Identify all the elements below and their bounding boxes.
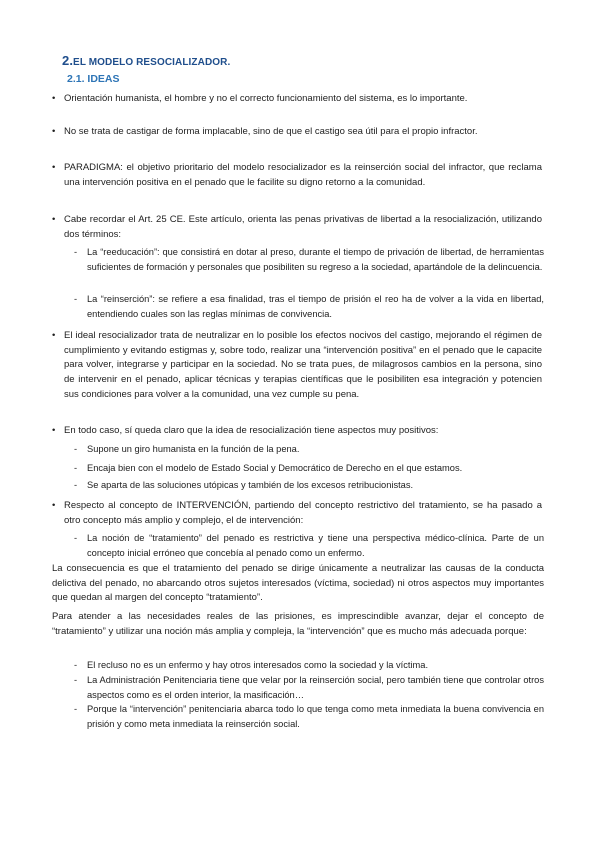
sub-item-text: Porque la “intervención” penitenciaria abarca todo lo que tenga como meta inmediata la buena convivencia en prisión y como meta inmediata la reinserción social. bbox=[87, 704, 544, 729]
dash-mark: - bbox=[74, 480, 78, 490]
bullet-item bbox=[52, 125, 542, 140]
sub-item-text: La “reinserción”: se refiere a esa finalidad, tras el tiempo de prisión el reo ha de volver a la vida en libertad, entendiendo cuales son las reglas mínimas de convivencia. bbox=[87, 294, 544, 319]
bullet-item bbox=[52, 424, 542, 439]
bullet-mark: • bbox=[52, 126, 56, 137]
section-number: 2. bbox=[62, 53, 74, 68]
bullet-item bbox=[52, 329, 542, 403]
sub-item bbox=[74, 702, 544, 731]
bullet-text: No se trata de castigar de forma implacable, sino de que el castigo sea útil para el propio infractor. bbox=[64, 126, 478, 137]
bullet-text: Cabe recordar el Art. 25 CE. Este artículo, orienta las penas privativas de libertad a la resocialización, utilizando dos términos: bbox=[64, 214, 542, 240]
sub-item bbox=[74, 658, 544, 673]
dash-mark: - bbox=[74, 704, 78, 714]
section-title: EL MODELO RESOCIALIZADOR. bbox=[73, 57, 231, 68]
bullet-mark: • bbox=[52, 93, 56, 104]
bullet-mark: • bbox=[52, 425, 56, 436]
section-heading bbox=[62, 53, 230, 68]
sub-item-text: Encaja bien con el modelo de Estado Social y Democrático de Derecho en el que estamos. bbox=[87, 463, 463, 473]
bullet-item bbox=[52, 499, 542, 528]
dash-mark: - bbox=[74, 247, 78, 257]
bullet-text: Orientación humanista, el hombre y no el correcto funcionamiento del sistema, es lo importante. bbox=[64, 93, 468, 104]
dash-mark: - bbox=[74, 294, 78, 304]
sub-item bbox=[74, 531, 544, 560]
sub-item-text: El recluso no es un enfermo y hay otros interesados como la sociedad y la víctima. bbox=[87, 660, 429, 670]
bullet-mark: • bbox=[52, 500, 56, 511]
sub-item-text: Se aparta de las soluciones utópicas y también de los excesos retribucionistas. bbox=[87, 480, 414, 490]
sub-item bbox=[74, 292, 544, 321]
bullet-mark: • bbox=[52, 162, 56, 173]
paragraph: La consecuencia es que el tratamiento del penado se dirige únicamente a neutralizar las causas de la conducta delictiva del penado, no abarcando otros sujetos interesados (víctima, sociedad) ni otros aspectos muy importantes que quedan al margen del concepto “tratamiento”. bbox=[52, 563, 544, 604]
bullet-item bbox=[52, 161, 542, 190]
sub-item bbox=[74, 245, 544, 274]
bullet-mark: • bbox=[52, 214, 56, 225]
sub-item-text: La “reeducación”: que consistirá en dotar al preso, durante el tiempo de privación de libertad, de herramientas suficientes de formación y personales que posibiliten su regreso a la sociedad, apartándole de la delincuencia. bbox=[87, 247, 544, 272]
sub-item bbox=[74, 673, 544, 702]
bullet-item bbox=[52, 92, 542, 107]
dash-mark: - bbox=[74, 675, 78, 685]
sub-item-text: La Administración Penitenciaria tiene que velar por la reinserción social, pero también tiene que controlar otros aspectos como es el orden interior, la masificación… bbox=[87, 675, 544, 700]
dash-mark: - bbox=[74, 533, 78, 543]
bullet-mark: • bbox=[52, 330, 56, 341]
bullet-text: Respecto al concepto de INTERVENCIÓN, partiendo del concepto restrictivo del tratamiento, se ha pasado a otro concepto más amplio y complejo, el de intervención: bbox=[64, 500, 542, 526]
dash-mark: - bbox=[74, 444, 78, 454]
paragraph: Para atender a las necesidades reales de las prisiones, es imprescindible avanzar, dejar el concepto de “tratamiento” y utilizar una noción más amplia y compleja, la “intervención” que es mucho más adecuada porque: bbox=[52, 611, 544, 637]
bullet-item bbox=[52, 213, 542, 242]
sub-item-text: Supone un giro humanista en la función de la pena. bbox=[87, 444, 300, 454]
sub-item-text: La noción de “tratamiento” del penado es restrictiva y tiene una perspectiva médico-clínica. Parte de un concepto inicial erróneo que concebía al penado como un enfermo. bbox=[87, 533, 544, 558]
bullet-text: En todo caso, sí queda claro que la idea de resocialización tiene aspectos muy positivos: bbox=[64, 425, 439, 436]
bullet-text: El ideal resocializador trata de neutralizar en lo posible los efectos nocivos del castigo, mejorando el régimen de cumplimiento y evitando estigmas y, sobre todo, realizar una “intervención positiva” en el penado que le capacite para volver, integrarse y participar en la sociedad. No se trata pues, de milagrosos cambios en la persona, sino de intervenir en el penado, aplicar técnicas y terapias científicas que le posibiliten esa integración y potencien sus condiciones para volver a la comunidad, una vez cumple su pena. bbox=[64, 330, 542, 400]
sub-item bbox=[74, 461, 544, 476]
sub-item bbox=[74, 478, 544, 493]
sub-item bbox=[74, 442, 544, 457]
dash-mark: - bbox=[74, 660, 78, 670]
dash-mark: - bbox=[74, 463, 78, 473]
bullet-text: PARADIGMA: el objetivo prioritario del modelo resocializador es la reinserción social del infractor, que reclama una intervención positiva en el penado que le facilite su digno retorno a la comunidad. bbox=[64, 162, 542, 188]
subsection-heading: 2.1. IDEAS bbox=[67, 73, 120, 85]
